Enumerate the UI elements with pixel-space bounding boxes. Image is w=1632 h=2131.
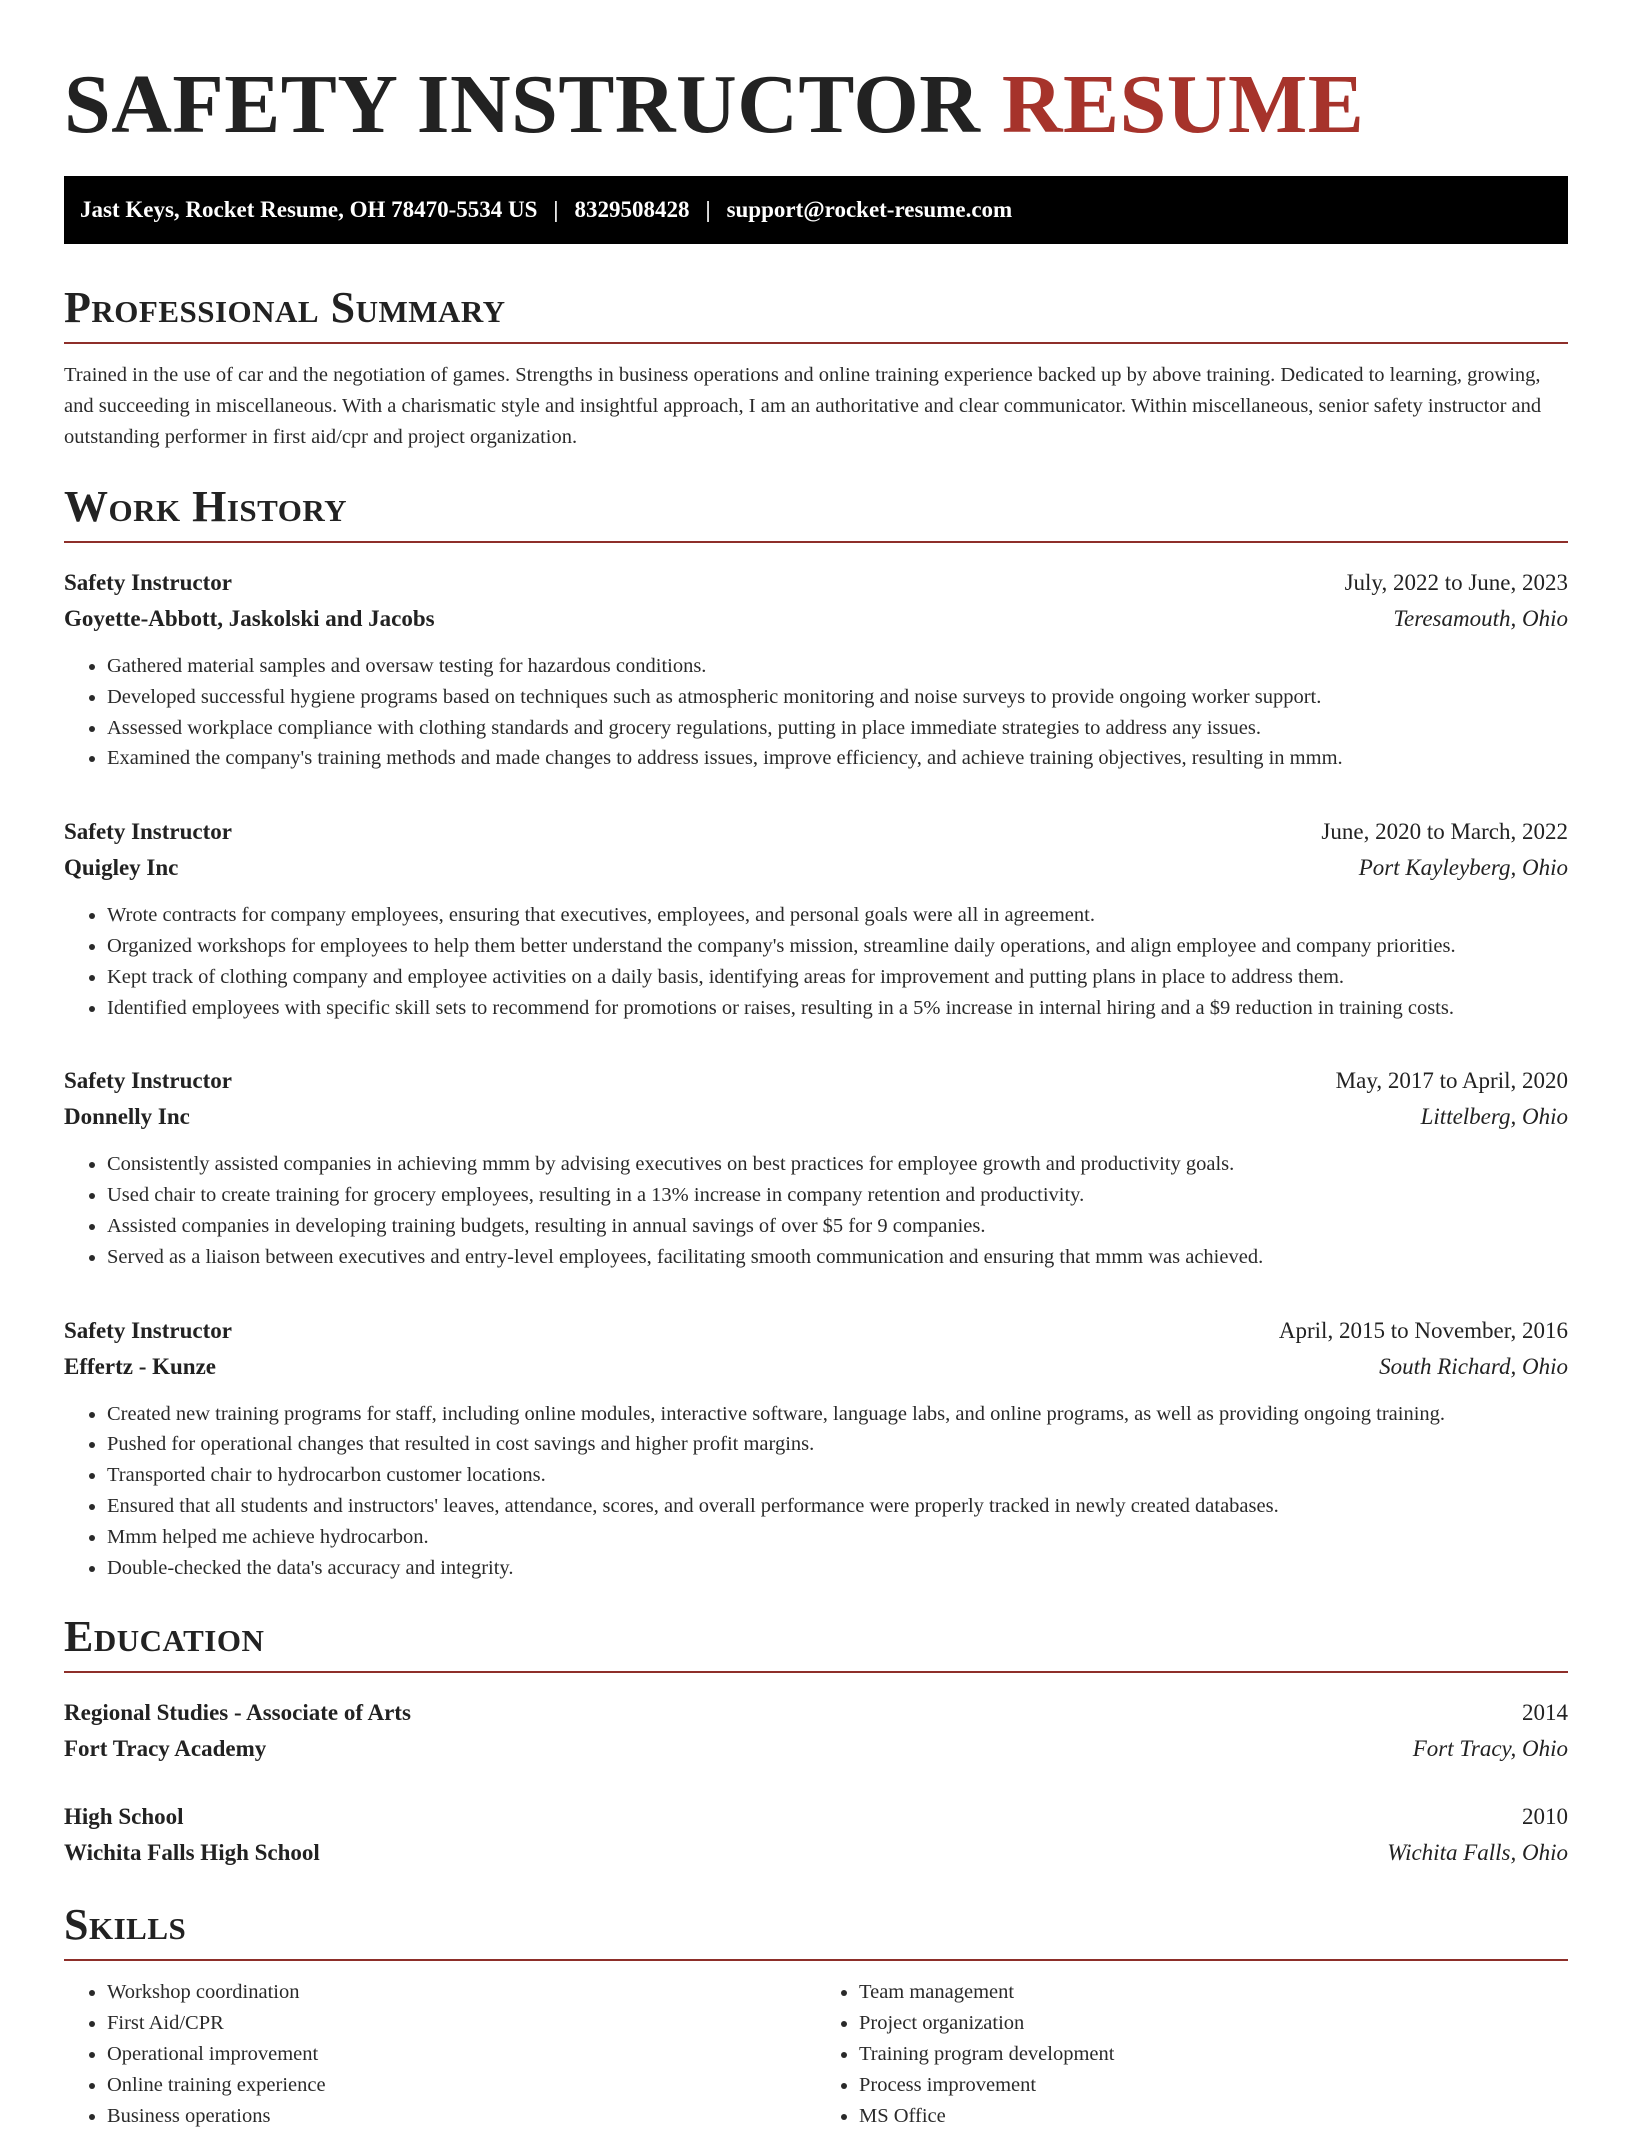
job-header-row (64, 814, 1568, 850)
job-dates: July, 2022 to June, 2023 (1344, 570, 1568, 595)
job-bullet: • Ensured that all students and instructors' leaves, attendance, scores, and overall performance were properly tracked in newly created databases. (107, 1491, 1568, 1522)
job-company: Effertz - Kunze (64, 1353, 216, 1379)
job-bullets (64, 1149, 1568, 1272)
job-title: Safety Instructor (64, 1068, 232, 1094)
job-bullet: • Used chair to create training for grocery employees, resulting in a 13% increase in company retention and productivity. (107, 1180, 1568, 1211)
section-heading-work-history: Work History (64, 479, 1568, 543)
job-company-row (64, 850, 1568, 886)
job-entry (64, 1313, 1568, 1584)
skill-item: • Online training experience (107, 2070, 816, 2101)
job-company: Goyette-Abbott, Jaskolski and Jacobs (64, 606, 435, 631)
job-company: Quigley Inc (64, 855, 179, 881)
job-entry (64, 814, 1568, 1023)
education-location: Fort Tracy, Ohio (1412, 1736, 1568, 1762)
section-heading-skills: Skills (64, 1897, 1568, 1961)
job-bullet: • Developed successful hygiene programs based on techniques such as atmospheric monitoring and noise surveys to provide ongoing worker support. (107, 682, 1568, 713)
work-history-section (64, 479, 1568, 1583)
job-bullet: • Double-checked the data's accuracy and integrity. (107, 1553, 1568, 1584)
job-title: Safety Instructor (64, 819, 232, 845)
job-entry (64, 565, 1568, 774)
skills-columns (64, 1977, 1568, 2131)
job-location: Littelberg, Ohio (1420, 1104, 1568, 1130)
skill-item: • Workshop coordination (107, 1977, 816, 2008)
contact-separator: | (553, 197, 559, 222)
education-degree-row (64, 1799, 1568, 1835)
job-company-row (64, 1099, 1568, 1135)
section-heading-summary: Professional Summary (64, 280, 1568, 344)
summary-section (64, 280, 1568, 453)
job-bullet: • Organized workshops for employees to help them better understand the company's mission, streamline daily operations, and align employee and company priorities. (107, 931, 1568, 962)
contact-bar (64, 176, 1568, 244)
job-header-row (64, 1313, 1568, 1349)
job-title: Safety Instructor (64, 570, 232, 595)
job-dates: May, 2017 to April, 2020 (1335, 1068, 1568, 1094)
job-bullet: • Assisted companies in developing training budgets, resulting in annual savings of over $5 for 9 companies. (107, 1211, 1568, 1242)
job-bullet: • Created new training programs for staff, including online modules, interactive software, language labs, and online programs, as well as providing ongoing training. (107, 1399, 1568, 1430)
education-school: Fort Tracy Academy (64, 1736, 267, 1762)
job-title: Safety Instructor (64, 1317, 232, 1343)
job-header-row (64, 565, 1568, 601)
job-bullet: • Identified employees with specific skill sets to recommend for promotions or raises, resulting in a 5% increase in internal hiring and a $9 reduction in training costs. (107, 993, 1568, 1024)
skill-item: • Team management (859, 1977, 1568, 2008)
job-entry (64, 1063, 1568, 1272)
contact-email: support@rocket-resume.com (726, 197, 1013, 222)
education-entry (64, 1695, 1568, 1767)
education-degree: Regional Studies - Associate of Arts (64, 1700, 411, 1726)
skills-list-left (64, 1977, 816, 2131)
summary-text: Trained in the use of car and the negotiation of games. Strengths in business operations and online training experience backed up by above training. Dedicated to learning, growing, and succeeding in miscellaneous. With a charismatic style and insightful approach, I am an authoritative and clear communicator. Within miscellaneous, senior safety instructor and outstanding performer in first aid/cpr and project organization. (64, 364, 1542, 448)
job-company: Donnelly Inc (64, 1104, 190, 1130)
contact-phone: 8329508428 (574, 197, 690, 222)
education-degree: High School (64, 1804, 184, 1830)
education-degree-row (64, 1695, 1568, 1731)
job-bullet: • Wrote contracts for company employees, ensuring that executives, employees, and personal goals were all in agreement. (107, 900, 1568, 931)
title-accent: RESUME (1001, 58, 1365, 151)
job-bullets (64, 1399, 1568, 1584)
job-bullet: • Gathered material samples and oversaw testing for hazardous conditions. (107, 651, 1568, 682)
job-location: South Richard, Ohio (1379, 1353, 1568, 1379)
job-location: Port Kayleyberg, Ohio (1358, 855, 1568, 881)
title-main: SAFETY INSTRUCTOR (64, 58, 981, 151)
skill-item: • MS Office (859, 2101, 1568, 2131)
education-location: Wichita Falls, Ohio (1387, 1840, 1568, 1866)
job-company-row (64, 601, 1568, 637)
job-bullets (64, 900, 1568, 1023)
job-bullet: • Assessed workplace compliance with clothing standards and grocery regulations, putting in place immediate strategies to address any issues. (107, 713, 1568, 744)
job-company-row (64, 1349, 1568, 1385)
job-bullets (64, 651, 1568, 774)
job-dates: June, 2020 to March, 2022 (1321, 819, 1568, 845)
job-bullet: • Mmm helped me achieve hydrocarbon. (107, 1522, 1568, 1553)
skill-item: • Process improvement (859, 2070, 1568, 2101)
skills-list-right (816, 1977, 1568, 2131)
job-bullet: • Served as a liaison between executives and entry-level employees, facilitating smooth communication and ensuring that mmm was achieved. (107, 1242, 1568, 1273)
education-school-row (64, 1835, 1568, 1871)
section-heading-education: Education (64, 1609, 1568, 1673)
contact-separator: | (705, 197, 711, 222)
skill-item: • Operational improvement (107, 2039, 816, 2070)
education-entry (64, 1799, 1568, 1871)
education-school: Wichita Falls High School (64, 1840, 320, 1866)
contact-address: Jast Keys, Rocket Resume, OH 78470-5534 US (80, 197, 538, 222)
education-year: 2014 (1522, 1700, 1568, 1726)
job-dates: April, 2015 to November, 2016 (1278, 1317, 1568, 1343)
job-bullet: • Kept track of clothing company and employee activities on a daily basis, identifying areas for improvement and putting plans in place to address them. (107, 962, 1568, 993)
education-section (64, 1609, 1568, 1871)
skill-item: • Project organization (859, 2008, 1568, 2039)
job-location: Teresamouth, Ohio (1393, 606, 1568, 631)
page-title (64, 55, 1568, 155)
skill-item: • First Aid/CPR (107, 2008, 816, 2039)
skill-item: • Training program development (859, 2039, 1568, 2070)
job-header-row (64, 1063, 1568, 1099)
education-school-row (64, 1731, 1568, 1767)
job-bullet: • Examined the company's training methods and made changes to address issues, improve efficiency, and achieve training objectives, resulting in mmm. (107, 743, 1568, 774)
job-bullet: • Pushed for operational changes that resulted in cost savings and higher profit margins. (107, 1429, 1568, 1460)
education-year: 2010 (1522, 1804, 1568, 1830)
skill-item: • Business operations (107, 2101, 816, 2131)
skills-section (64, 1897, 1568, 2131)
job-bullet: • Transported chair to hydrocarbon customer locations. (107, 1460, 1568, 1491)
job-bullet: • Consistently assisted companies in achieving mmm by advising executives on best practices for employee growth and productivity goals. (107, 1149, 1568, 1180)
